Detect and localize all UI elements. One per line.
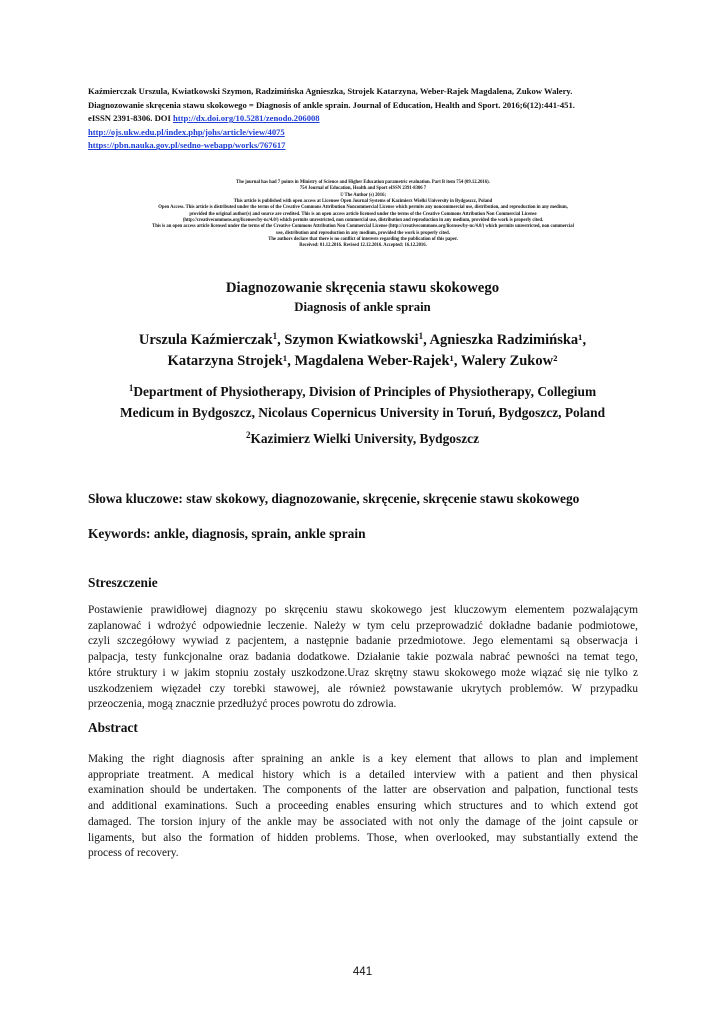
affiliation-1 xyxy=(0,381,725,423)
author-name: Urszula Kaźmierczak xyxy=(138,332,273,348)
affiliation-marker: 2 xyxy=(245,430,251,440)
journal-info-line: use, distribution and reproduction in any medium, provided the work is properly cited. xyxy=(276,230,450,236)
paper-title-polish: Diagnozowanie skręcenia stawu skokowego xyxy=(225,280,500,296)
citation-authors: Kaźmierczak Urszula, Kwiatkowski Szymon, Radzimińska Agnieszka, Strojek Katarzyna, Weber-Rajek Magdalena, Zukow Walery. xyxy=(88,86,573,96)
paragraph-line: przeoczenia, mogą znacznie przedłużyć proces powrotu do zdrowia. xyxy=(88,698,397,711)
streszczenie-heading: Streszczenie xyxy=(88,575,158,590)
citation-block xyxy=(88,85,643,153)
author-line-1 xyxy=(0,330,725,351)
paragraph-line: and additional examinations. Such a proceeding enables ensuring which structures and to which extend got xyxy=(88,800,638,813)
journal-info-line: © The Author (s) 2016; xyxy=(339,192,387,198)
paragraph-line: Making the right diagnosis after spraining an ankle is a key element that allows to plan and implement xyxy=(88,753,638,765)
abstract-heading: Abstract xyxy=(88,720,138,735)
affiliation-marker: 1 xyxy=(272,331,278,341)
journal-info-line: (http://creativecommons.org/licenses/by-nc/4.0/) which permits unrestricted, non commercial use, distribution and reproduction in any medium, provided the work is properly cited. xyxy=(182,218,544,224)
journal-license-info xyxy=(84,180,642,250)
streszczenie-paragraph xyxy=(88,603,638,713)
sedno-works-link[interactable]: https://pbn.nauka.gov.pl/sedno-webapp/works/767617 xyxy=(88,140,286,151)
keywords-english: Keywords: ankle, diagnosis, sprain, ankle sprain xyxy=(88,526,366,541)
journal-info-line: provided the original author(s) and source are credited. This is an open access article licensed under the terms of the Creative Commons Attribution Non Commercial License xyxy=(189,211,537,217)
paragraph-line: examination should be undertaken. The components of the latter are observation and palpation, functional tests xyxy=(88,784,638,797)
journal-info-line: Received: 01.12.2016. Revised 12.12.2016. Accepted: 16.12.2016. xyxy=(299,243,427,249)
citation-doi-line xyxy=(88,112,643,126)
journal-info-line: This article is published with open access at Licensee Open Journal Systems of Kazimierz Wielki University in Bydgoszcz, Poland xyxy=(233,199,493,205)
journal-info-line: 754 Journal of Education, Health and Sport eISSN 2391-8306 7 xyxy=(299,186,427,192)
sedno-link-line xyxy=(88,139,643,153)
citation-eissn: eISSN 2391-8306. DOI xyxy=(88,113,173,124)
journal-info-line: This is an open access article licensed under the terms of the Creative Commons Attribution Non Commercial License (http://creativecommons.org/licenses/by-nc/4.0/) which permits unrestricted, non commercial xyxy=(152,224,574,230)
author-list xyxy=(0,330,725,372)
keywords-polish: Słowa kluczowe: staw skokowy, diagnozowanie, skręcenie, skręcenie stawu skokowego xyxy=(88,491,580,506)
paragraph-line: zaplanować i wdrożyć odpowiednie leczenie. Należy w tym celu przeprowadzić dokładne badanie podmiotowe, xyxy=(88,619,638,632)
journal-info-line: Open Access. This article is distributed under the terms of the Creative Commons Attribution Noncommercial License which permits any noncommercial use, distribution, and reproduction in any medium, xyxy=(158,205,568,211)
affiliation-1-line-1 xyxy=(0,381,725,402)
paragraph-line: palpacja, testy funkcjonalne oraz badania dodatkowe. Działanie takie pozwala nabrać pewności na temat tego, xyxy=(88,651,638,664)
affiliation-marker: 1 xyxy=(418,331,424,341)
author-name: , Agnieszka Radzimińska¹, xyxy=(423,332,587,348)
affiliation-text: Kazimierz Wielki University, Bydgoszcz xyxy=(250,431,480,446)
doi-link[interactable]: http://dx.doi.org/10.5281/zenodo.206008 xyxy=(173,113,320,124)
journal-link-line xyxy=(88,126,643,140)
paragraph-line: appropriate treatment. A medical history which is a detailed interview with a patient and then physical xyxy=(88,768,638,781)
page-number: 441 xyxy=(352,966,373,978)
affiliation-2 xyxy=(0,431,725,447)
paragraph-line: damaged. The torsion injury of the ankle may be associated with not only the damage of the joint capsule or xyxy=(88,815,638,828)
citation-title: Diagnozowanie skręcenia stawu skokowego = Diagnosis of ankle sprain. Journal of Education, Health and Sport. 2016;6(12):441-451. xyxy=(88,99,575,110)
affiliation-marker: 1 xyxy=(128,383,134,393)
paragraph-line: Postawienie prawidłowej diagnozy po skręceniu stawu skokowego jest kluczowym elementem pozwalającym xyxy=(88,604,638,616)
paragraph-line: czyli szczegółowy wywiad z pacjentem, a następnie badanie przedmiotowe. Jego elementami są obserwacja i xyxy=(88,635,638,648)
paragraph-line: uszkodzeniem więzadeł czy torebki stawowej, ale również powstawanie ukrytych problemów. W przypadku xyxy=(88,682,638,695)
paper-title-english: Diagnosis of ankle sprain xyxy=(294,300,431,314)
journal-info-line: The journal has had 7 points in Ministry of Science and Higher Education parametric evaluation. Part B item 754 (09.12.2016). xyxy=(236,180,490,185)
paragraph-line: które struktury i w jakim stopniu zostały uszkodzone.Uraz skrętny stawu skokowego może wiązać się nie tylko z xyxy=(88,666,638,679)
journal-article-link[interactable]: http://ojs.ukw.edu.pl/index.php/johs/article/view/4075 xyxy=(88,126,285,137)
abstract-paragraph xyxy=(88,752,638,862)
journal-info-line: The authors declare that there is no conflict of interests regarding the publication of this paper. xyxy=(268,237,458,243)
paragraph-line: ligaments, but also the formation of hidden problems. Those, when overlooked, may substantially extend the xyxy=(88,831,638,844)
affiliation-1-line-2: Medicum in Bydgoszcz, Nicolaus Copernicus University in Toruń, Bydgoszcz, Poland xyxy=(119,405,606,420)
author-name: , Szymon Kwiatkowski xyxy=(277,332,419,348)
paragraph-line: process of recovery. xyxy=(88,847,179,860)
author-line-2: Katarzyna Strojek¹, Magdalena Weber-Rajek¹, Walery Zukow² xyxy=(167,353,558,369)
affiliation-text: Department of Physiotherapy, Division of Principles of Physiotherapy, Collegium xyxy=(133,384,597,399)
